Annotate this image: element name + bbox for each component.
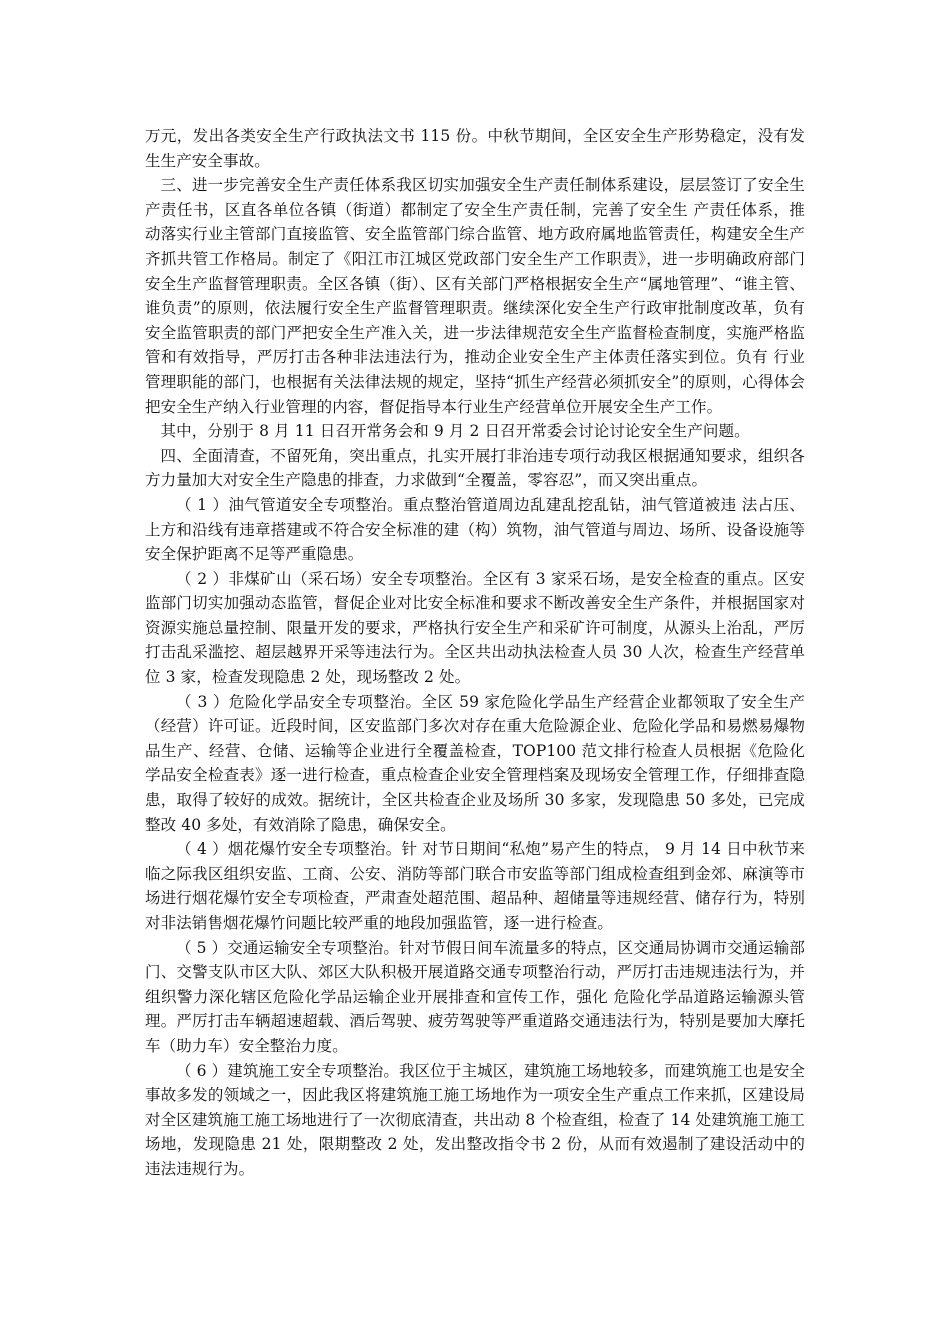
paragraph-meetings: 其中，分别于 8 月 11 日召开常务会和 9 月 2 日召开常委会讨论讨论安全生产问题。: [160, 422, 750, 441]
paragraph-item-hazardous-chemicals: （ 3 ）危险化学品安全专项整治。全区 59 家危险化学品生产经营企业都领取了安全生产（经营）许可证。近段时间，区安监部门多次对存在重大危险源企业、危险化学品和易燃易爆物品生产、经营、仓储、运输等企业进行全覆盖检查，TOP100 范文排行检查人员根据《危险化学品安全检查表》逐一进行检查，重点检查企业安全管理档案及现场安全管理工作，仔细排查隐患，取得了较好的成效。据统计，全区共检查企业及场所 30 多家，发现隐患 50 多处，已完成整改 40 多处，有效消除了隐患，确保安全。: [145, 692, 805, 834]
paragraph-item-construction: （ 6 ）建筑施工安全专项整治。我区位于主城区，建筑施工场地较多，而建筑施工也是安全事故多发的领域之一，因此我区将建筑施工施工场地作为一项安全生产重点工作来抓，区建设局对全区建筑施工施工场地进行了一次彻底清查，共出动 8 个检查组，检查了 14 处建筑施工施工场地，发现隐患 21 处，限期整改 2 处，发出整改指令书 2 份，从而有效遏制了建设活动中的违法违规行为。: [145, 1061, 805, 1178]
paragraph-item-quarry: （ 2 ）非煤矿山（采石场）安全专项整治。全区有 3 家采石场，是安全检查的重点。区安监部门切实加强动态监管，督促企业对比安全标准和要求不断改善安全生产条件，并根据国家对资源实施总量控制、限量开发的要求，严格执行安全生产和采矿许可制度，从源头上治乱，严厉打击乱采滥挖、超层越界开采等违法行为。全区共出动执法检查人员 30 人次，检查生产经营单位 3 家，检查发现隐患 2 处，现场整改 2 处。: [145, 569, 805, 687]
paragraph-item-oil-gas: （ 1 ）油气管道安全专项整治。重点整治管道周边乱建乱挖乱钻，油气管道被违 法占压、上方和沿线有违章搭建或不符合安全标准的建（构）筑物，油气管道与周边、场所、设备设施等安全保护距离不足等严重隐患。: [145, 495, 805, 564]
paragraph-item-fireworks: （ 4 ）烟花爆竹安全专项整治。针 对节日期间“私炮”易产生的特点， 9 月 14 日中秋节来临之际我区组织安监、工商、公安、消防等部门联合市安监等部门组成检查组到金郊、麻演等市场进行烟花爆竹安全专项检查，严肃查处超范围、超品种、超储量等违规经营、储存行为，特别对非法销售烟花爆竹问题比较严重的地段加强监管，逐一进行检查。: [145, 840, 805, 932]
document-body: [145, 124, 805, 1182]
paragraph-section-four: 四、全面清查，不留死角，突出重点，扎实开展打非治违专项行动我区根据通知要求，组织各方力量加大对安全生产隐患的排查，力求做到“全覆盖，零容忍”，而又突出重点。: [145, 446, 805, 490]
paragraph-section-three: 三、进一步完善安全生产责任体系我区切实加强安全生产责任制体系建设，层层签订了安全生产责任书，区直各单位各镇（街道）都制定了安全生产责任制，完善了安全生 产责任体系，推动落实行业主管部门直接监管、安全监管部门综合监管、地方政府属地监管责任，构建安全生产齐抓共管工作格局。制定了《阳江市江城区党政部门安全生产工作职责》，进一步明确政府部门安全生产监督管理职责。全区各镇（街）、区有关部门严格根据安全生产“属地管理”、“谁主管、谁负责”的原则，依法履行安全生产监督管理职责。继续深化安全生产行政审批制度改革，负有安全监管职责的部门严把安全生产准入关，进一步法律规范安全生产监督检查制度，实施严格监管和有效指导，严厉打击各种非法违法行为，推动企业安全生产主体责任落实到位。负有 行业管理职能的部门，也根据有关法律法规的规定，坚持“抓生产经营必须抓安全”的原则，心得体会把安全生产纳入行业管理的内容，督促指导本行业生产经营单位开展安全生产工作。: [145, 176, 805, 416]
paragraph-continuation: 万元，发出各类安全生产行政执法文书 115 份。中秋节期间，全区安全生产形势稳定，没有发生生产安全事故。: [145, 127, 805, 170]
paragraph-item-transport: （ 5 ）交通运输安全专项整治。针对节假日间车流量多的特点，区交通局协调市交通运输部门、交警支队市区大队、郊区大队积极开展道路交通专项整治行动，严厉打击违规违法行为，并组织警力深化辖区危险化学品运输企业开展排查和宣传工作，强化 危险化学品道路运输源头管理。严厉打击车辆超速超载、酒后驾驶、疲劳驾驶等严重道路交通违法行为，特别是要加大摩托车（助力车）安全整治力度。: [145, 938, 805, 1055]
